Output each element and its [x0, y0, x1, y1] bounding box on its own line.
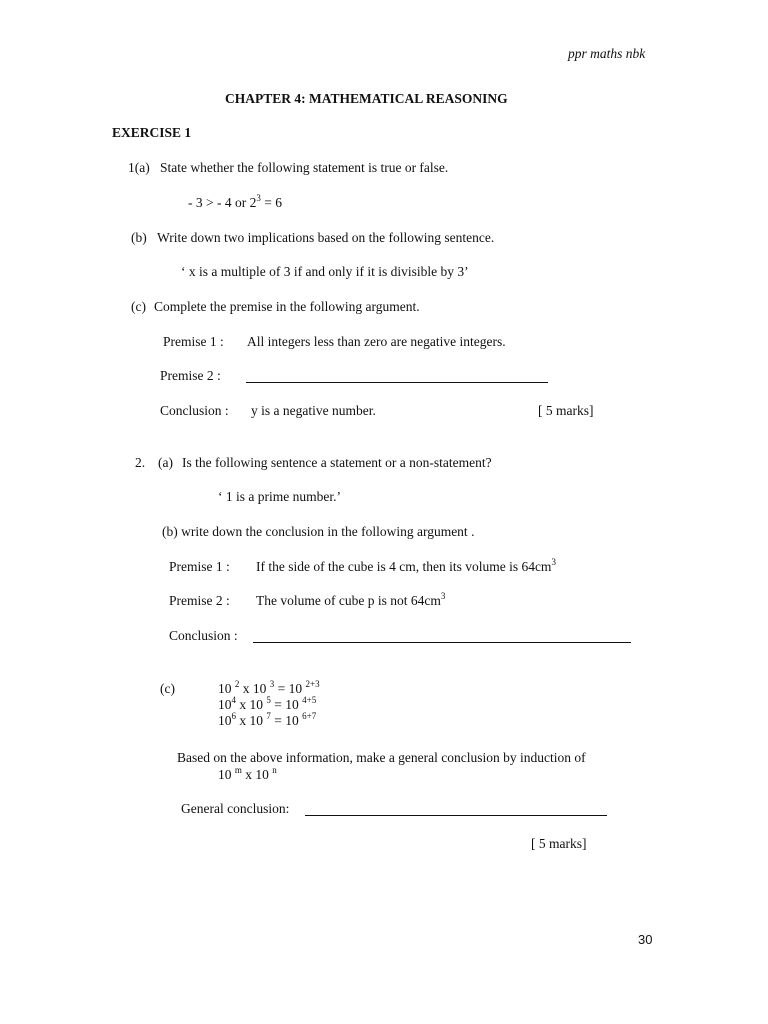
eq2-base1: 10	[218, 697, 232, 712]
q1a-text: State whether the following statement is true or false.	[160, 160, 449, 175]
q2a-label: (a)	[158, 455, 173, 470]
induction-mid: x 10	[241, 767, 273, 782]
q1c-text: Complete the premise in the following argument.	[154, 299, 420, 314]
induction-exp-n: n	[272, 764, 277, 775]
q1b-label: (b)	[131, 230, 147, 245]
eq2-result: = 10	[270, 697, 303, 712]
eq1-result: = 10	[274, 681, 306, 696]
q2-premise1-exponent: 3	[551, 556, 556, 567]
q1-premise2-label: Premise 2 :	[160, 368, 221, 383]
q1a-statement-part2: = 6	[260, 195, 282, 210]
eq2-mid: x 10	[236, 697, 267, 712]
q2-marks: [ 5 marks]	[531, 836, 587, 851]
page-number: 30	[638, 932, 653, 947]
q2a-text: Is the following sentence a statement or a non-statement?	[182, 455, 492, 470]
q1c-label: (c)	[131, 299, 146, 314]
eq3-exp1: 6	[231, 710, 236, 721]
q2c-induction-text: Based on the above information, make a general conclusion by induction of	[177, 750, 586, 765]
q2-premise1-text	[256, 556, 556, 575]
q2a-sentence: ‘ 1 is a prime number.’	[218, 489, 341, 504]
induction-base1: 10	[218, 767, 235, 782]
running-header: ppr maths nbk	[568, 46, 646, 61]
q1-conclusion-text: y is a negative number.	[251, 403, 376, 418]
q1a-statement-exponent: 3	[256, 192, 261, 203]
q1b-sentence: ‘ x is a multiple of 3 if and only if it is divisible by 3’	[181, 264, 469, 279]
q1-marks: [ 5 marks]	[538, 403, 594, 418]
q1-premise1-label: Premise 1 :	[163, 334, 224, 349]
q2c-equation-3	[218, 710, 317, 729]
eq1-exp1: 2	[234, 678, 240, 689]
eq2-exp1: 4	[231, 694, 236, 705]
eq3-mid: x 10	[236, 713, 267, 728]
q2-conclusion-answer-line	[253, 642, 631, 643]
q2-premise2-text	[256, 590, 446, 609]
q2-premise1-main: If the side of the cube is 4 cm, then its volume is 64cm	[256, 559, 552, 574]
q1-premise1-text: All integers less than zero are negative integers.	[247, 334, 506, 349]
eq3-base1: 10	[218, 713, 232, 728]
q2-conclusion-label: Conclusion :	[169, 628, 238, 643]
q1-premise2-answer-line	[246, 382, 548, 383]
q1a-statement-part1: - 3 > - 4 or 2	[188, 195, 257, 210]
q1a-label: 1(a)	[128, 160, 150, 175]
eq3-exp2: 7	[266, 710, 271, 721]
eq2-exp3: 4+5	[302, 694, 317, 705]
q2c-induction-expression	[218, 764, 277, 783]
eq2-exp2: 5	[266, 694, 271, 705]
exercise-title: EXERCISE 1	[112, 125, 192, 140]
eq1-mid: x 10	[239, 681, 270, 696]
q2c-label: (c)	[160, 681, 175, 696]
q2c-general-conclusion-line	[305, 815, 607, 816]
eq3-exp3: 6+7	[302, 710, 317, 721]
chapter-title: CHAPTER 4: MATHEMATICAL REASONING	[225, 91, 508, 106]
q2c-general-conclusion-label: General conclusion:	[181, 801, 290, 816]
q2-premise1-label: Premise 1 :	[169, 559, 230, 574]
q1-conclusion-label: Conclusion :	[160, 403, 229, 418]
eq1-exp2: 3	[269, 678, 275, 689]
q2-premise2-label: Premise 2 :	[169, 593, 230, 608]
eq3-result: = 10	[270, 713, 303, 728]
eq1-base1: 10	[218, 681, 235, 696]
q2-premise2-exponent: 3	[440, 590, 446, 601]
q2b-text: (b) write down the conclusion in the following argument .	[162, 524, 475, 539]
q1b-text: Write down two implications based on the following sentence.	[157, 230, 495, 245]
eq1-exp3: 2+3	[305, 678, 320, 689]
q2-premise2-main: The volume of cube p is not 64cm	[256, 593, 441, 608]
q2-number: 2.	[135, 455, 146, 470]
induction-exp-m: m	[234, 764, 242, 775]
q1a-statement	[188, 192, 282, 211]
